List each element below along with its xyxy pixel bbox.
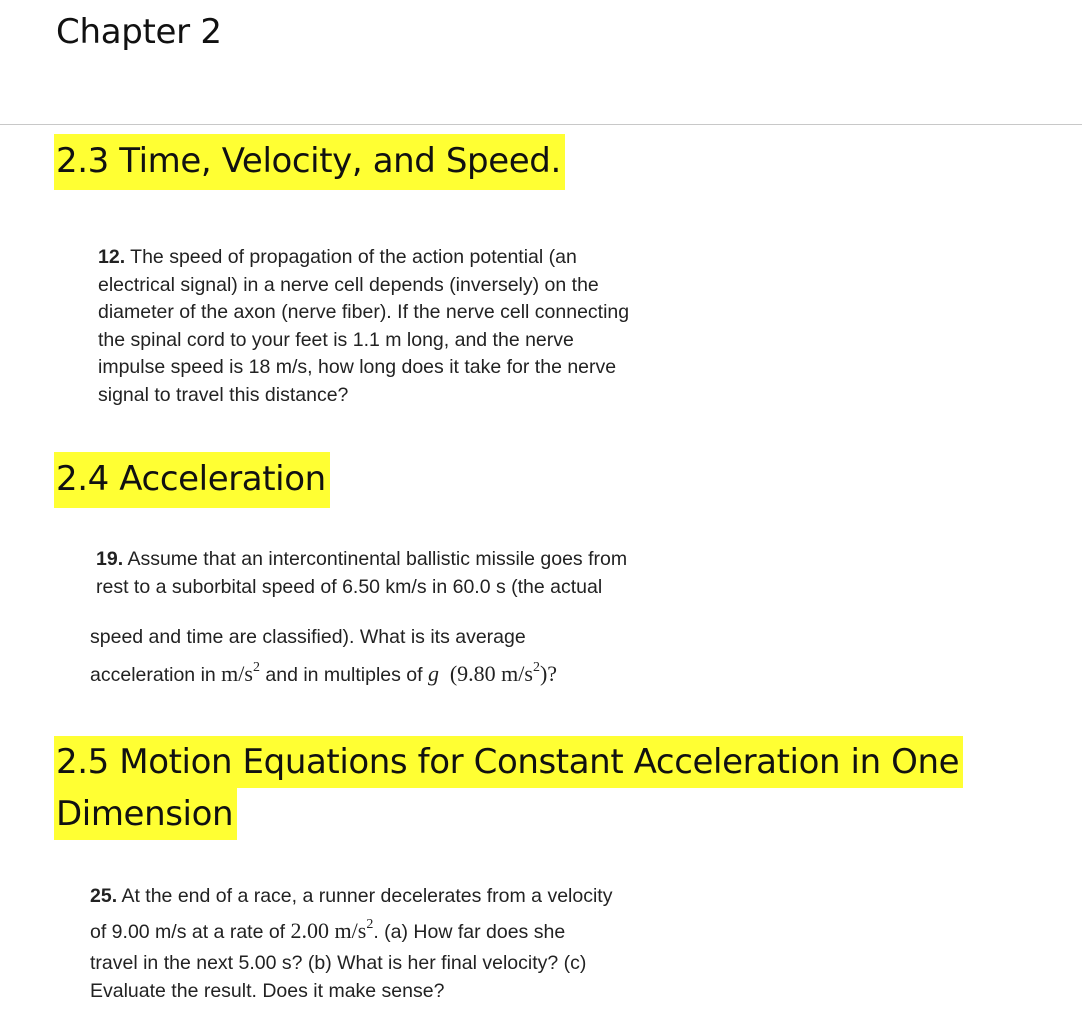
problem-19-line: rest to a suborbital speed of 6.50 km/s in 60.0 s (the actual: [96, 575, 603, 598]
problem-12-line: signal to travel this distance?: [98, 383, 349, 406]
problem-25: [90, 883, 612, 1005]
problem-12-line: diameter of the axon (nerve fiber). If the nerve cell connecting: [98, 301, 630, 323]
problem-25-line: travel in the next 5.00 s? (b) What is her final velocity? (c): [90, 952, 587, 974]
problem-12-line: 12. The speed of propagation of the action potential (an: [98, 246, 577, 268]
problem-19-line: 19. Assume that an intercontinental ballistic missile goes from: [96, 548, 628, 570]
header-divider: [0, 124, 1082, 125]
problem-12: [98, 244, 629, 409]
problem-number: 19.: [96, 548, 124, 570]
problem-19: [96, 546, 627, 601]
problem-19-line: speed and time are classified). What is its average: [90, 626, 526, 648]
problem-number: 25.: [90, 885, 118, 907]
section-heading-2-5: [54, 736, 963, 840]
chapter-title: Chapter 2: [56, 12, 222, 52]
problem-number: 12.: [98, 246, 126, 268]
g-value-math: (9.80 $m/s^2$)?: [449, 659, 558, 686]
problem-25-line: of 9.00 m/s at a rate of 2.00 $m/s^2$. (a) How far does she: [90, 916, 566, 943]
problem-25-line: 25. At the end of a race, a runner decelerates from a velocity: [90, 885, 613, 907]
section-heading-line: Dimension: [54, 788, 237, 840]
rate-math: 2.00 $m/s^2$: [290, 916, 374, 943]
section-heading-2-4: 2.4 Acceleration: [54, 452, 330, 508]
problem-12-line: impulse speed is 18 m/s, how long does it take for the nerve: [98, 356, 617, 378]
problem-12-line: the spinal cord to your feet is 1.1 m long, and the nerve: [98, 328, 574, 351]
problem-12-line: electrical signal) in a nerve cell depends (inversely) on the: [98, 273, 599, 296]
problem-19-line: acceleration in $m/s^2$ and in multiples of g (9.80 $m/s^2$)?: [90, 659, 558, 686]
problem-19-continued: [90, 624, 557, 689]
unit-math: $m/s^2$: [221, 659, 260, 686]
g-symbol: g: [427, 660, 439, 686]
problem-25-line: Evaluate the result. Does it make sense?: [90, 979, 445, 1002]
section-heading-2-3: 2.3 Time, Velocity, and Speed.: [54, 134, 565, 190]
section-heading-line: 2.5 Motion Equations for Constant Acceleration in One: [54, 736, 963, 788]
